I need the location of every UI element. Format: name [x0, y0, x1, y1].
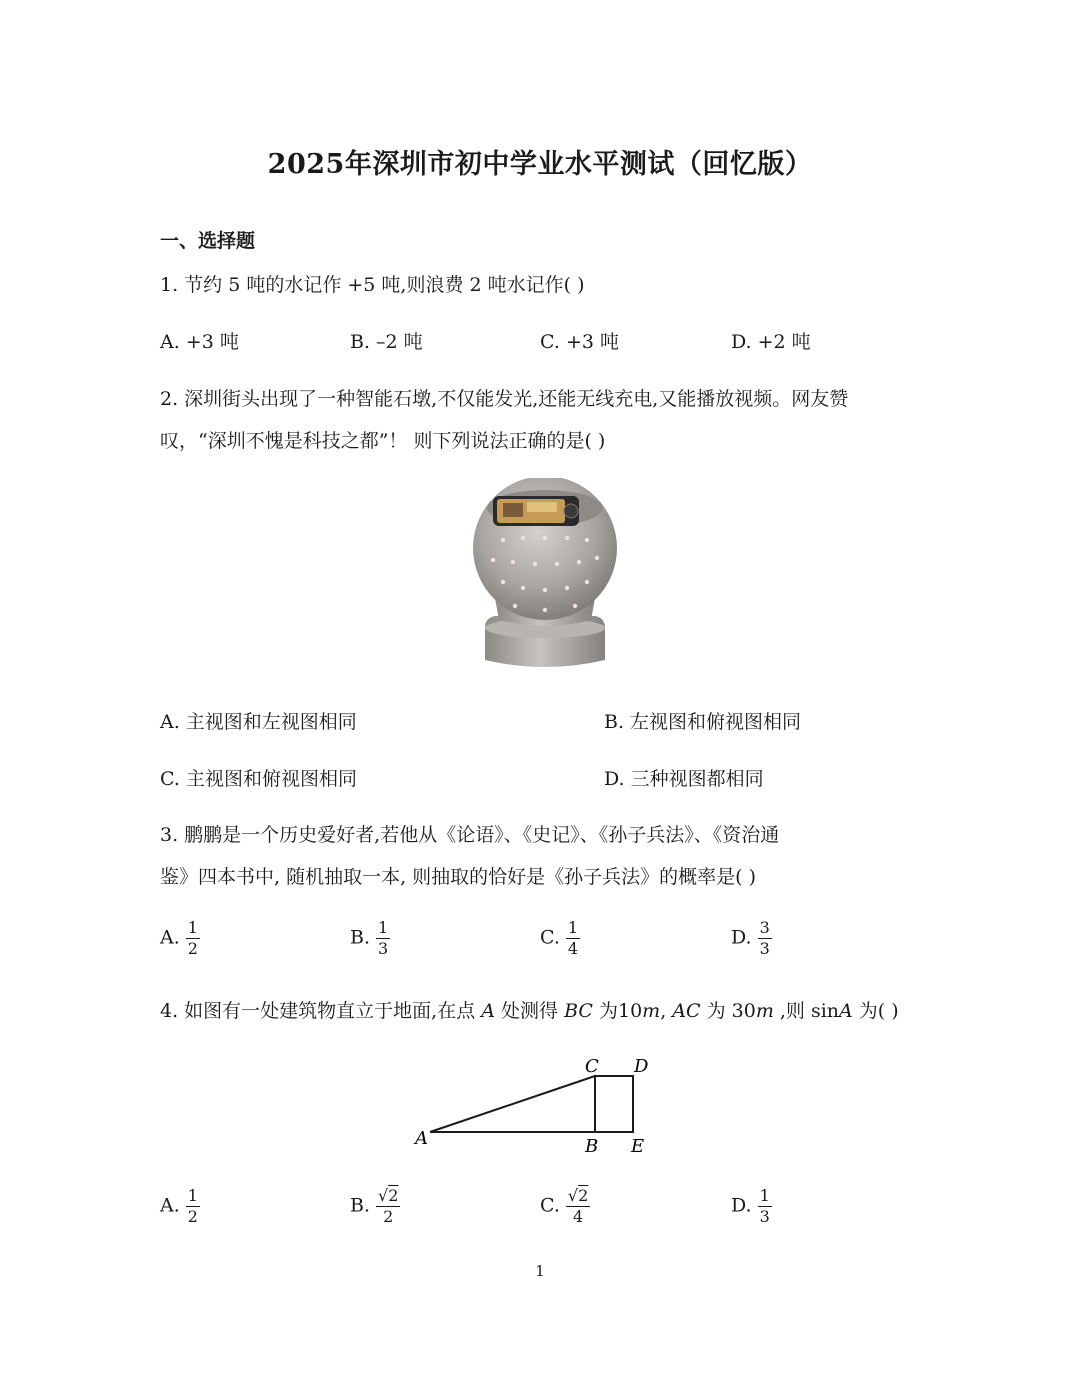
- denominator: 3: [759, 939, 770, 958]
- question-4-text: [160, 996, 899, 1023]
- option-label: B.: [350, 1194, 371, 1217]
- denominator: 2: [187, 939, 198, 958]
- q4-option-a: [160, 1188, 200, 1225]
- q2-option-d: D. 三种视图都相同: [604, 768, 764, 790]
- sightline-ac: [430, 1076, 595, 1132]
- numerator: 1: [187, 1186, 198, 1205]
- q4-text-prefix: 4. 如图有一处建筑物直立于地面,在点: [160, 1000, 482, 1022]
- angle-a: A: [839, 1000, 853, 1022]
- numerator: 1: [567, 918, 579, 937]
- q1-option-d: D. +2 吨: [731, 331, 811, 353]
- q2-option-c: C. 主视图和俯视图相同: [160, 768, 357, 790]
- option-label: D.: [731, 926, 752, 949]
- label-e: E: [631, 1136, 645, 1157]
- fraction: [186, 920, 200, 957]
- option-label: A.: [160, 1194, 180, 1217]
- denominator: 2: [383, 1207, 394, 1226]
- fraction: [566, 920, 580, 957]
- building-bcde: [595, 1076, 633, 1132]
- q4-text-mid-5: ,则 sin: [773, 1000, 840, 1022]
- fraction: [758, 920, 772, 957]
- radicand: 2: [578, 1186, 589, 1205]
- question-2-line-2: 叹，“深圳不愧是科技之都”！ 则下列说法正确的是( ): [160, 430, 606, 452]
- segment-ac: AC: [672, 1000, 701, 1022]
- denominator: 2: [187, 1207, 198, 1226]
- page-number: 1: [535, 1262, 545, 1280]
- label-b: B: [585, 1136, 599, 1157]
- question-1-text: 1. 节约 5 吨的水记作 +5 吨,则浪费 2 吨水记作( ): [160, 274, 585, 296]
- segment-bc: BC: [564, 1000, 593, 1022]
- smart-bollard-image: [455, 478, 635, 678]
- question-3-line-2: 鉴》四本书中, 随机抽取一本, 则抽取的恰好是《孙子兵法》的概率是( ): [160, 866, 757, 888]
- q3-option-d: [731, 920, 772, 957]
- point-a: A: [481, 1000, 495, 1022]
- option-label: D.: [731, 1194, 752, 1217]
- fraction: [376, 920, 390, 957]
- unit-m-1: m: [642, 1000, 661, 1022]
- numerator: 1: [187, 918, 198, 937]
- option-label: A.: [160, 926, 180, 949]
- q2-option-b: B. 左视图和俯视图相同: [604, 711, 802, 733]
- denominator: 3: [759, 1207, 770, 1226]
- denominator: 4: [567, 939, 579, 958]
- numerator: √2: [378, 1186, 399, 1205]
- fraction: [566, 1188, 590, 1225]
- page-title: 2025年深圳市初中学业水平测试（回忆版）: [267, 149, 813, 180]
- q4-option-d: [731, 1188, 772, 1225]
- q4-text-mid-1: 处测得: [494, 1000, 565, 1022]
- option-label: C.: [540, 926, 560, 949]
- q4-text-mid-4: 为 30: [700, 1000, 756, 1022]
- q3-option-b: [350, 920, 390, 957]
- numerator: 1: [378, 918, 389, 937]
- q4-option-c: [540, 1188, 590, 1225]
- q1-option-c: C. +3 吨: [540, 331, 619, 353]
- q4-text-suffix: 为( ): [852, 1000, 899, 1022]
- label-a: A: [415, 1128, 428, 1149]
- question-2-line-1: 2. 深圳街头出现了一种智能石墩,不仅能发光,还能无线充电,又能播放视频。网友赞: [160, 388, 849, 410]
- geometry-figure: [405, 1050, 665, 1160]
- denominator: 4: [573, 1207, 584, 1226]
- numerator: √2: [567, 1186, 589, 1205]
- radicand: 2: [388, 1186, 399, 1205]
- denominator: 3: [378, 939, 389, 958]
- fraction: [186, 1188, 200, 1225]
- option-label: C.: [540, 1194, 560, 1217]
- numerator: 1: [759, 1186, 770, 1205]
- fraction: [758, 1188, 772, 1225]
- q3-option-a: [160, 920, 200, 957]
- q2-option-a: A. 主视图和左视图相同: [160, 711, 357, 733]
- q4-text-mid-2: 为10: [592, 1000, 643, 1022]
- section-heading: 一、选择题: [160, 230, 256, 252]
- q4-option-b: [350, 1188, 400, 1225]
- numerator: 3: [759, 918, 770, 937]
- label-c: C: [585, 1056, 599, 1077]
- q3-option-c: [540, 920, 580, 957]
- question-3-line-1: 3. 鹏鹏是一个历史爱好者,若他从《论语》、《史记》、《孙子兵法》、《资治通: [160, 824, 780, 846]
- q1-option-a: A. +3 吨: [160, 331, 239, 353]
- q1-option-b: B. –2 吨: [350, 331, 423, 353]
- option-label: B.: [350, 926, 371, 949]
- unit-m-2: m: [755, 1000, 774, 1022]
- q4-text-mid-3: ,: [660, 1000, 673, 1022]
- label-d: D: [634, 1056, 649, 1077]
- fraction: [376, 1188, 400, 1225]
